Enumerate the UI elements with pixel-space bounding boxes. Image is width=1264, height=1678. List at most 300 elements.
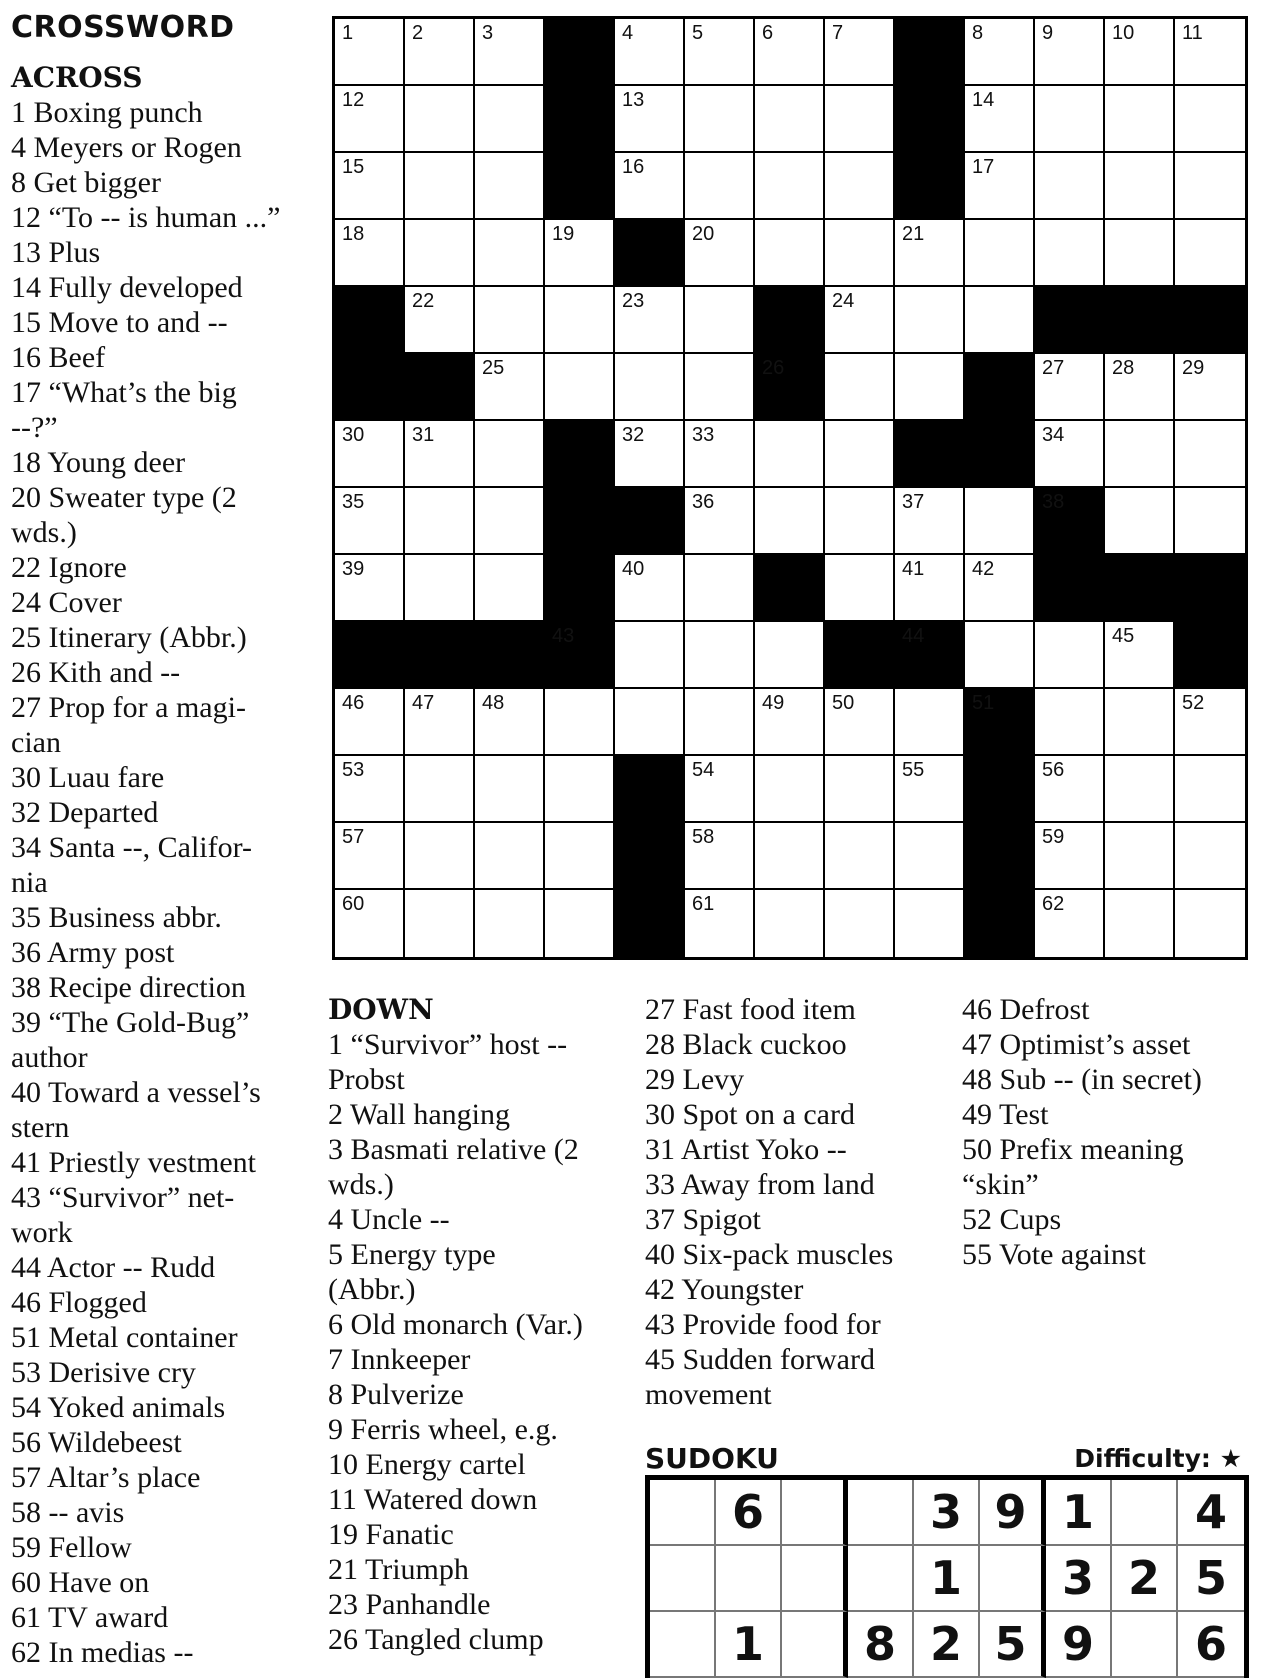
crossword-cell[interactable] [545,287,615,354]
crossword-cell[interactable] [335,555,405,622]
clue-line: 18 Young deer [11,446,186,479]
crossword-cell[interactable] [405,19,475,86]
crossword-cell[interactable] [1035,622,1105,689]
crossword-cell[interactable] [825,823,895,890]
crossword-cell[interactable] [685,19,755,86]
crossword-cell[interactable] [825,488,895,555]
crossword-cell[interactable] [405,287,475,354]
clue-number: 18 [342,223,365,245]
crossword-cell[interactable] [685,756,755,823]
sudoku-empty-cell[interactable] [980,1546,1046,1612]
black-square [1175,622,1245,689]
crossword-cell[interactable] [685,555,755,622]
clue-number: 1 [342,22,354,44]
clue-number: 55 [902,759,925,781]
clue-number: 49 [762,692,785,714]
crossword-cell[interactable] [895,488,965,555]
crossword-cell[interactable] [405,555,475,622]
clue-number: 44 [902,625,925,647]
clue-number: 15 [342,156,365,178]
crossword-cell[interactable] [475,354,545,421]
crossword-cell[interactable] [755,890,825,957]
crossword-cell[interactable] [825,287,895,354]
crossword-cell[interactable] [1035,756,1105,823]
black-square [1035,488,1105,555]
sudoku-difficulty: Difficulty: ★ [1074,1444,1242,1473]
clue-line: 30 Spot on a card [645,1098,855,1131]
crossword-cell[interactable] [615,354,685,421]
clue-number: 20 [692,223,715,245]
crossword-cell[interactable] [335,890,405,957]
clue-line: 55 Vote against [962,1238,1146,1271]
black-square [1105,287,1175,354]
crossword-cell[interactable] [615,689,685,756]
crossword-cell[interactable] [825,19,895,86]
clue-number: 61 [692,893,715,915]
sudoku-empty-cell[interactable] [848,1546,914,1612]
crossword-cell[interactable] [1175,354,1245,421]
crossword-cell[interactable] [755,622,825,689]
crossword-cell[interactable] [1175,488,1245,555]
crossword-cell[interactable] [1105,153,1175,220]
clue-number: 59 [1042,826,1065,848]
clue-line: 39 “The Gold-Bug” [11,1006,250,1039]
black-square [615,890,685,957]
black-square [405,622,475,689]
clue-line: 48 Sub -- (in secret) [962,1063,1202,1096]
crossword-cell[interactable] [685,287,755,354]
sudoku-title: SUDOKU [645,1442,779,1475]
crossword-cell[interactable] [615,86,685,153]
clue-line: 19 Fanatic [328,1518,454,1551]
clue-line: 56 Wildebeest [11,1426,182,1459]
crossword-cell[interactable] [965,555,1035,622]
crossword-cell[interactable] [965,622,1035,689]
clue-line: 46 Defrost [962,993,1090,1026]
clue-number: 42 [972,558,995,580]
crossword-cell[interactable] [405,488,475,555]
clue-line: 40 Toward a vessel’s [11,1076,261,1109]
crossword-cell[interactable] [685,220,755,287]
crossword-cell[interactable] [1105,622,1175,689]
crossword-cell[interactable] [335,421,405,488]
clue-line: 52 Cups [962,1203,1062,1236]
crossword-cell[interactable] [825,890,895,957]
crossword-cell[interactable] [545,354,615,421]
crossword-cell[interactable] [405,153,475,220]
crossword-cell[interactable] [335,689,405,756]
crossword-cell[interactable] [895,756,965,823]
crossword-cell[interactable] [685,622,755,689]
crossword-cell[interactable] [685,890,755,957]
crossword-cell[interactable] [685,488,755,555]
clue-number: 46 [342,692,365,714]
black-square [545,19,615,86]
crossword-cell[interactable] [1105,421,1175,488]
crossword-cell[interactable] [405,86,475,153]
clue-number: 29 [1182,357,1205,379]
crossword-cell[interactable] [1035,86,1105,153]
clue-number: 9 [1042,22,1054,44]
black-square [545,421,615,488]
clue-number: 31 [412,424,435,446]
sudoku-empty-cell[interactable] [782,1612,848,1678]
clue-line: 22 Ignore [11,551,127,584]
crossword-cell[interactable] [1175,153,1245,220]
crossword-cell[interactable] [475,823,545,890]
clue-number: 28 [1112,357,1135,379]
clue-number: 6 [762,22,774,44]
crossword-cell[interactable] [615,421,685,488]
crossword-cell[interactable] [1175,86,1245,153]
clue-line: (Abbr.) [328,1273,416,1306]
clue-line: stern [11,1111,70,1144]
crossword-cell[interactable] [475,421,545,488]
crossword-cell[interactable] [335,153,405,220]
crossword-cell[interactable] [335,756,405,823]
crossword-title: CROSSWORD [11,10,235,45]
sudoku-given: 2 [914,1612,980,1678]
crossword-cell[interactable] [1035,823,1105,890]
sudoku-empty-cell[interactable] [1112,1612,1178,1678]
crossword-cell[interactable] [685,86,755,153]
clue-number: 41 [902,558,925,580]
crossword-cell[interactable] [965,86,1035,153]
clue-line: 3 Basmati relative (2 [328,1133,579,1166]
crossword-cell[interactable] [825,354,895,421]
black-square [755,555,825,622]
clue-line: 14 Fully developed [11,271,243,304]
black-square [755,354,825,421]
clue-number: 7 [832,22,844,44]
crossword-cell[interactable] [825,220,895,287]
clue-number: 10 [1112,22,1135,44]
clue-line: 28 Black cuckoo [645,1028,847,1061]
crossword-cell[interactable] [405,890,475,957]
crossword-cell[interactable] [475,19,545,86]
clue-number: 57 [342,826,365,848]
clue-line: 35 Business abbr. [11,901,222,934]
crossword-cell[interactable] [335,488,405,555]
clue-line: 11 Watered down [328,1483,538,1516]
crossword-cell[interactable] [895,287,965,354]
clue-line: 10 Energy cartel [328,1448,526,1481]
black-square [475,622,545,689]
crossword-cell[interactable] [1035,153,1105,220]
crossword-cell[interactable] [1105,488,1175,555]
crossword-cell[interactable] [1105,689,1175,756]
sudoku-given: 6 [716,1480,782,1546]
crossword-cell[interactable] [1035,890,1105,957]
sudoku-empty-cell[interactable] [848,1480,914,1546]
crossword-cell[interactable] [965,287,1035,354]
crossword-cell[interactable] [405,823,475,890]
clue-number: 52 [1182,692,1205,714]
crossword-cell[interactable] [545,756,615,823]
crossword-cell[interactable] [755,689,825,756]
black-square [615,220,685,287]
crossword-cell[interactable] [1175,689,1245,756]
clue-number: 43 [552,625,575,647]
crossword-cell[interactable] [825,689,895,756]
crossword-cell[interactable] [1175,421,1245,488]
clue-line: 24 Cover [11,586,122,619]
crossword-cell[interactable] [755,756,825,823]
crossword-cell[interactable] [1035,19,1105,86]
clue-line: 43 Provide food for [645,1308,881,1341]
black-square [1035,555,1105,622]
clue-number: 4 [622,22,634,44]
crossword-cell[interactable] [895,823,965,890]
crossword-cell[interactable] [1105,890,1175,957]
clue-line: 40 Six-pack muscles [645,1238,894,1271]
crossword-cell[interactable] [755,153,825,220]
crossword-cell[interactable] [895,689,965,756]
clue-line: 44 Actor -- Rudd [11,1251,216,1284]
black-square [965,421,1035,488]
crossword-cell[interactable] [405,756,475,823]
black-square [895,622,965,689]
crossword-cell[interactable] [685,689,755,756]
black-square [545,555,615,622]
crossword-cell[interactable] [335,86,405,153]
crossword-cell[interactable] [475,756,545,823]
clue-line: cian [11,726,61,759]
clue-line: 36 Army post [11,936,175,969]
across-clue-list [11,95,281,1670]
clue-number: 16 [622,156,645,178]
clue-line: work [11,1216,73,1249]
clue-line: 46 Flogged [11,1286,147,1319]
clue-number: 39 [342,558,365,580]
crossword-cell[interactable] [825,555,895,622]
crossword-cell[interactable] [755,421,825,488]
clue-line: 50 Prefix meaning [962,1133,1184,1166]
crossword-cell[interactable] [1105,86,1175,153]
crossword-cell[interactable] [965,153,1035,220]
crossword-cell[interactable] [1175,220,1245,287]
crossword-cell[interactable] [755,86,825,153]
crossword-cell[interactable] [755,220,825,287]
black-square [895,153,965,220]
crossword-cell[interactable] [615,287,685,354]
clue-number: 54 [692,759,715,781]
clue-line: 54 Yoked animals [11,1391,226,1424]
crossword-cell[interactable] [965,220,1035,287]
clue-line: 49 Test [962,1098,1049,1131]
crossword-cell[interactable] [685,823,755,890]
crossword-cell[interactable] [475,689,545,756]
clue-number: 21 [902,223,925,245]
sudoku-grid [645,1475,1249,1678]
clue-line: 1 “Survivor” host -- [328,1028,568,1061]
black-square [335,287,405,354]
sudoku-given: 2 [1112,1546,1178,1612]
clue-line: 41 Priestly vestment [11,1146,256,1179]
crossword-cell[interactable] [1175,823,1245,890]
crossword-cell[interactable] [1035,354,1105,421]
crossword-cell[interactable] [1175,756,1245,823]
crossword-cell[interactable] [405,421,475,488]
crossword-cell[interactable] [545,890,615,957]
clue-line: wds.) [328,1168,394,1201]
black-square [965,689,1035,756]
crossword-cell[interactable] [405,689,475,756]
sudoku-given: 9 [1046,1612,1112,1678]
crossword-cell[interactable] [895,220,965,287]
black-square [615,823,685,890]
crossword-cell[interactable] [755,19,825,86]
crossword-cell[interactable] [405,220,475,287]
clue-number: 8 [972,22,984,44]
clue-line: 53 Derisive cry [11,1356,196,1389]
clue-line: 5 Energy type [328,1238,496,1271]
down-clue-list-1 [328,1027,583,1657]
clue-number: 12 [342,89,365,111]
crossword-cell[interactable] [475,890,545,957]
crossword-cell[interactable] [545,823,615,890]
sudoku-empty-cell[interactable] [650,1546,716,1612]
crossword-cell[interactable] [1035,689,1105,756]
sudoku-empty-cell[interactable] [782,1546,848,1612]
clue-number: 22 [412,290,435,312]
black-square [965,890,1035,957]
clue-line: 26 Kith and -- [11,656,181,689]
clue-line: 7 Innkeeper [328,1343,471,1376]
clue-number: 27 [1042,357,1065,379]
crossword-cell[interactable] [965,19,1035,86]
sudoku-empty-cell[interactable] [716,1546,782,1612]
black-square [615,756,685,823]
clue-number: 60 [342,893,365,915]
crossword-cell[interactable] [685,421,755,488]
clue-number: 62 [1042,893,1065,915]
sudoku-given: 3 [1046,1546,1112,1612]
black-square [755,287,825,354]
clue-line: 60 Have on [11,1566,150,1599]
crossword-cell[interactable] [1105,354,1175,421]
crossword-cell[interactable] [755,823,825,890]
sudoku-given: 8 [848,1612,914,1678]
down-clue-list-2 [645,992,893,1412]
clue-line: 33 Away from land [645,1168,875,1201]
clue-line: 15 Move to and -- [11,306,228,339]
clue-line: 12 “To -- is human ...” [11,201,281,234]
crossword-cell[interactable] [545,220,615,287]
clue-number: 25 [482,357,505,379]
black-square [615,488,685,555]
crossword-cell[interactable] [755,488,825,555]
clue-number: 23 [622,290,645,312]
clue-line: movement [645,1378,772,1411]
crossword-cell[interactable] [545,689,615,756]
clue-number: 33 [692,424,715,446]
crossword-cell[interactable] [1105,823,1175,890]
clue-number: 17 [972,156,995,178]
clue-number: 40 [622,558,645,580]
crossword-cell[interactable] [1175,19,1245,86]
black-square [895,86,965,153]
clue-line: 29 Levy [645,1063,745,1096]
crossword-cell[interactable] [335,823,405,890]
crossword-cell[interactable] [895,890,965,957]
clue-number: 56 [1042,759,1065,781]
down-heading: DOWN [328,993,434,1026]
clue-line: 37 Spigot [645,1203,761,1236]
crossword-cell[interactable] [825,86,895,153]
crossword-cell[interactable] [475,86,545,153]
crossword-cell[interactable] [895,354,965,421]
crossword-cell[interactable] [825,153,895,220]
clue-line: 42 Youngster [645,1273,804,1306]
crossword-cell[interactable] [335,220,405,287]
crossword-cell[interactable] [1035,220,1105,287]
clue-number: 50 [832,692,855,714]
clue-number: 53 [342,759,365,781]
clue-line: 30 Luau fare [11,761,165,794]
clue-number: 51 [972,692,995,714]
crossword-cell[interactable] [1035,421,1105,488]
crossword-cell[interactable] [475,488,545,555]
clue-line: 57 Altar’s place [11,1461,201,1494]
sudoku-given: 1 [716,1612,782,1678]
crossword-cell[interactable] [1105,756,1175,823]
crossword-cell[interactable] [475,555,545,622]
clue-line: 51 Metal container [11,1321,238,1354]
crossword-cell[interactable] [475,287,545,354]
crossword-cell[interactable] [825,756,895,823]
clue-number: 32 [622,424,645,446]
crossword-cell[interactable] [895,555,965,622]
crossword-cell[interactable] [1175,890,1245,957]
clue-line: 1 Boxing punch [11,96,203,129]
black-square [895,421,965,488]
crossword-cell[interactable] [335,19,405,86]
clue-line: nia [11,866,48,899]
crossword-cell[interactable] [615,622,685,689]
crossword-cell[interactable] [615,19,685,86]
black-square [895,19,965,86]
crossword-cell[interactable] [685,354,755,421]
black-square [545,622,615,689]
crossword-cell[interactable] [1105,220,1175,287]
crossword-cell[interactable] [685,153,755,220]
crossword-cell[interactable] [825,421,895,488]
clue-number: 35 [342,491,365,513]
crossword-cell[interactable] [965,488,1035,555]
clue-number: 34 [1042,424,1065,446]
crossword-cell[interactable] [615,555,685,622]
sudoku-empty-cell[interactable] [650,1612,716,1678]
sudoku-header [645,1442,1242,1478]
sudoku-empty-cell[interactable] [782,1480,848,1546]
clue-number: 14 [972,89,995,111]
sudoku-empty-cell[interactable] [650,1480,716,1546]
crossword-cell[interactable] [475,220,545,287]
crossword-cell[interactable] [615,153,685,220]
clue-line: 58 -- avis [11,1496,125,1529]
clue-line: 27 Prop for a magi- [11,691,246,724]
black-square [965,823,1035,890]
sudoku-empty-cell[interactable] [1112,1480,1178,1546]
black-square [1105,555,1175,622]
crossword-cell[interactable] [475,153,545,220]
clue-line: 26 Tangled clump [328,1623,544,1656]
sudoku-given: 1 [914,1546,980,1612]
black-square [405,354,475,421]
crossword-cell[interactable] [1105,19,1175,86]
black-square [545,488,615,555]
